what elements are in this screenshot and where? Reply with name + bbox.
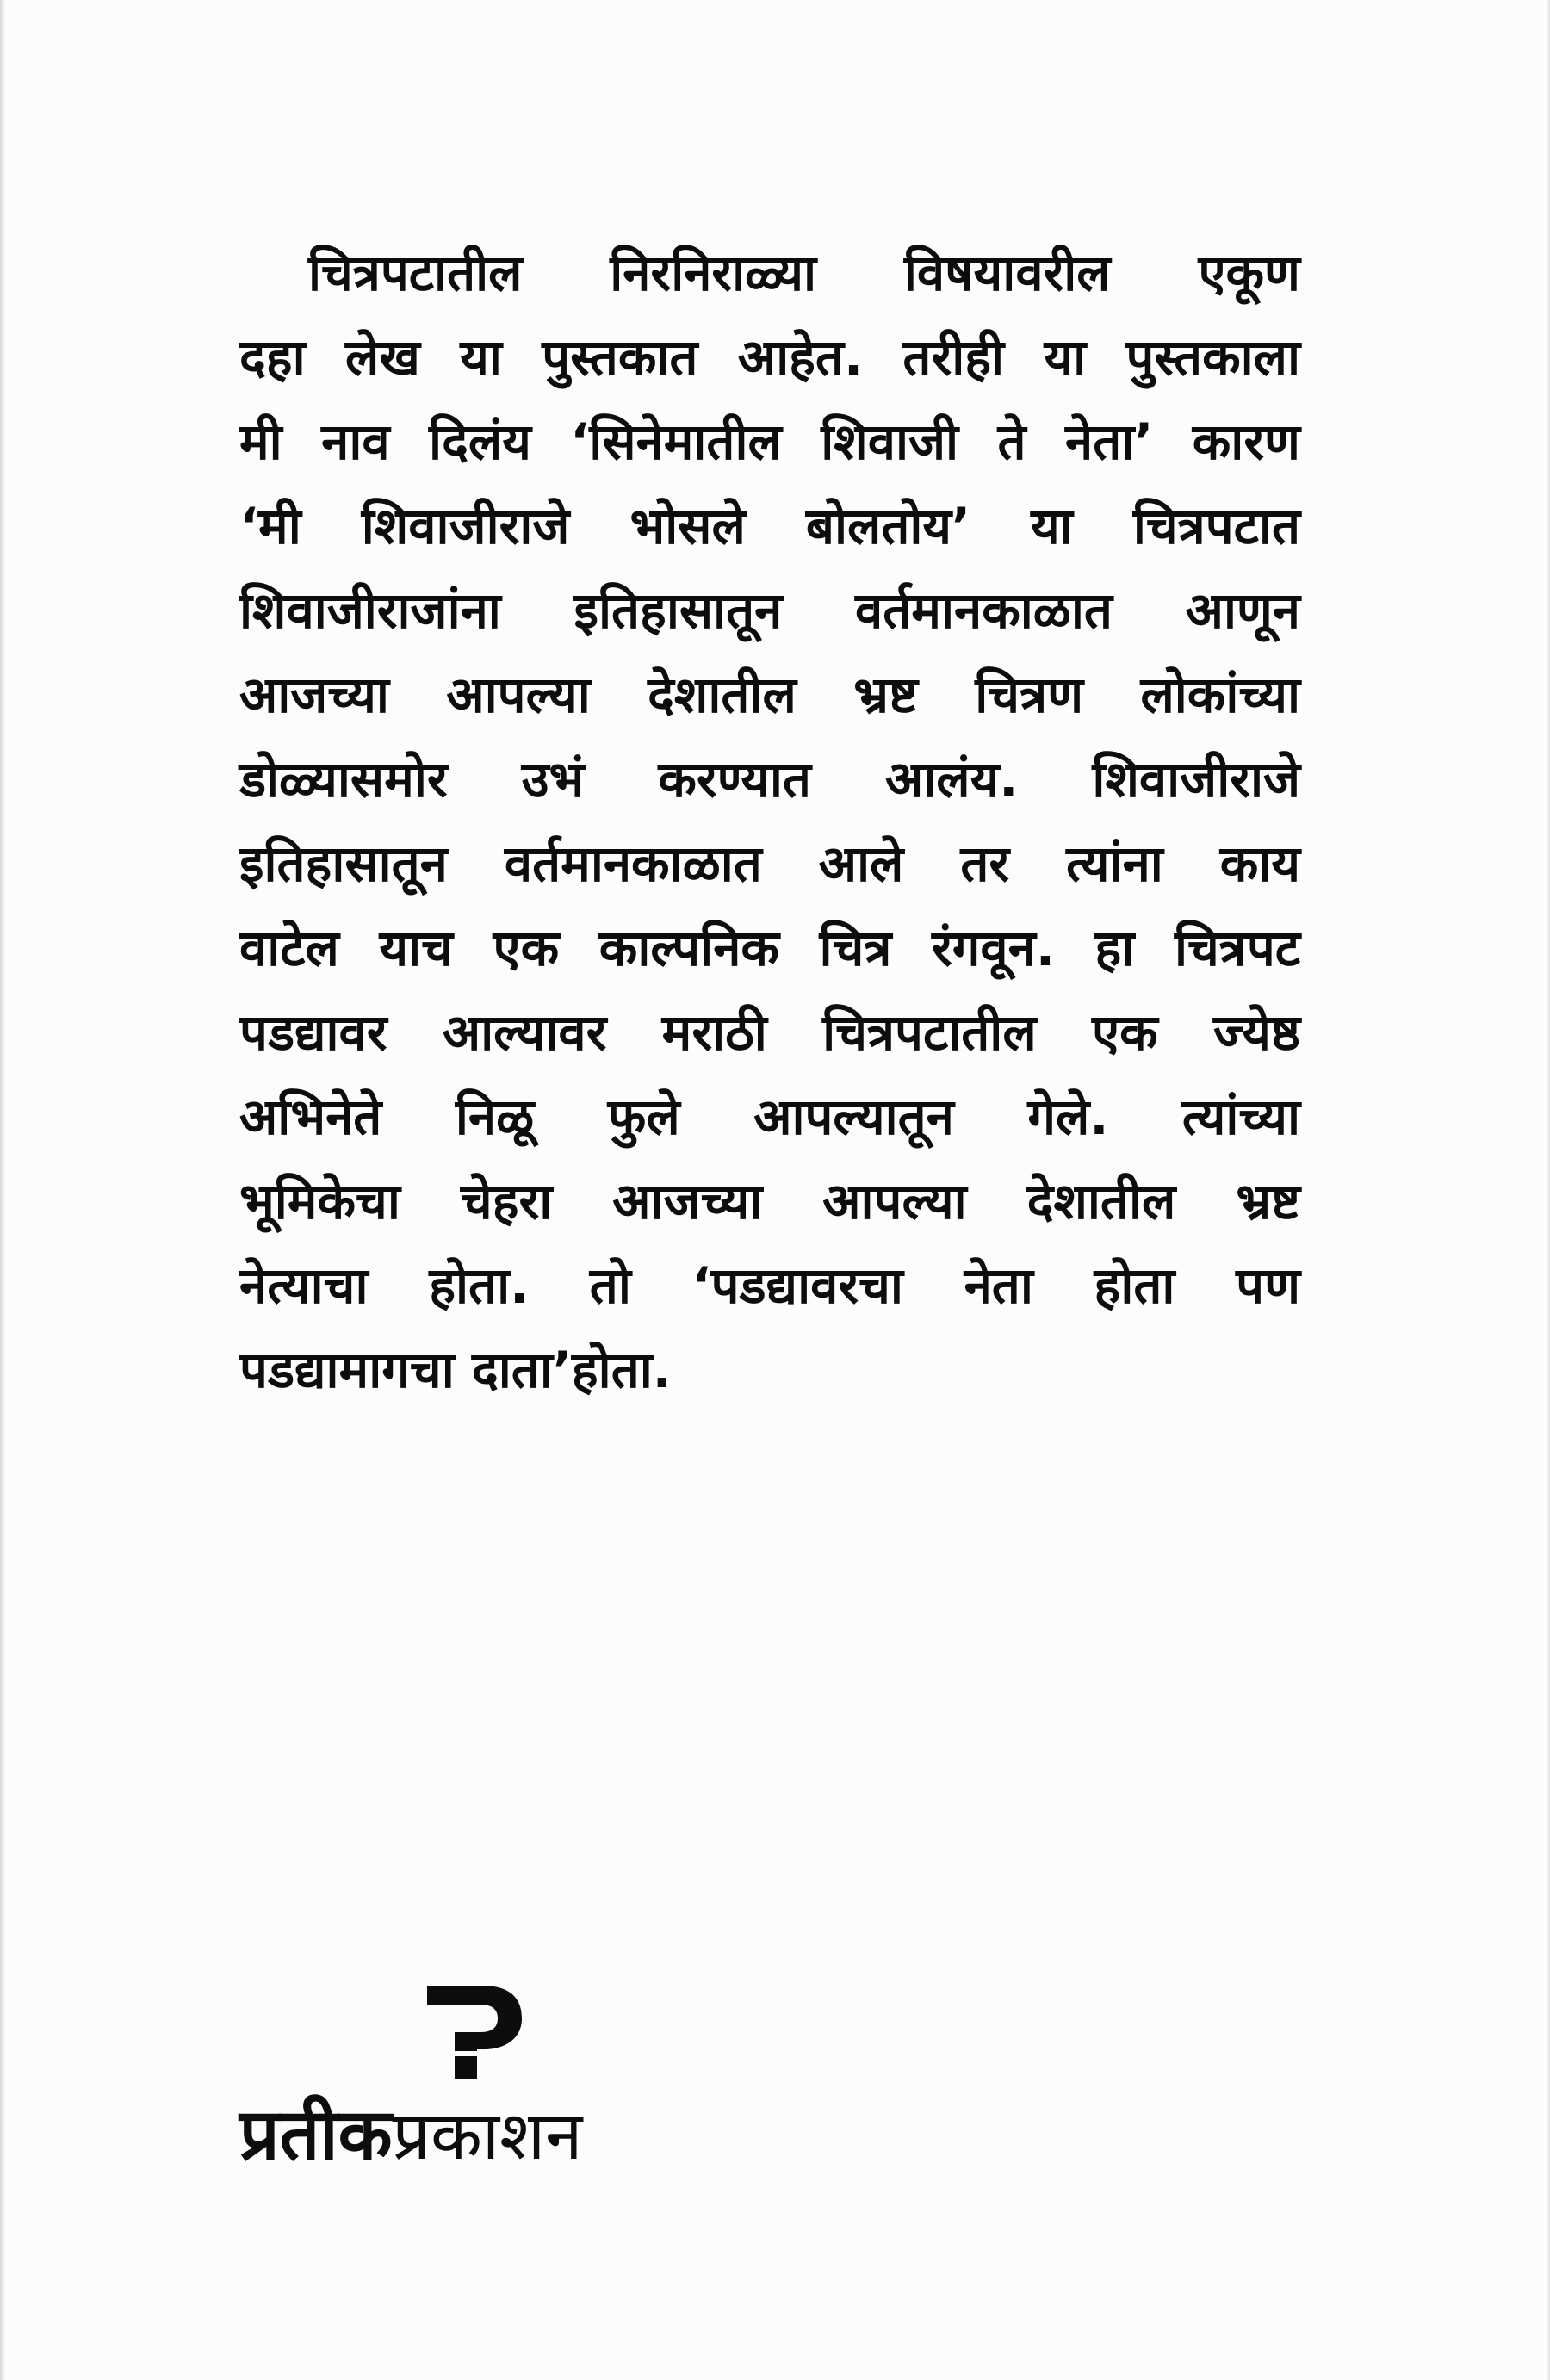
blurb-line: इतिहासातून वर्तमानकाळात आले तर त्यांना काय — [239, 834, 1300, 893]
publisher-name-light: प्रकाशन — [392, 2098, 583, 2175]
scan-edge-left — [0, 0, 5, 2380]
blurb-line: दहा लेख या पुस्तकात आहेत. तरीही या पुस्तकाला — [239, 328, 1300, 387]
blurb-line: भूमिकेचा चेहरा आजच्या आपल्या देशातील भ्रष्ट — [239, 1172, 1300, 1230]
blurb-line: अभिनेते निळू फुले आपल्यातून गेले. त्यांच्या — [239, 1088, 1300, 1146]
blurb-line: ‘मी शिवाजीराजे भोसले बोलतोय’ या चित्रपटात — [239, 497, 1300, 555]
publisher-name — [239, 2084, 582, 2180]
publisher-name-bold: प्रतीक — [239, 2094, 393, 2176]
publisher-imprint — [239, 1980, 722, 2187]
blurb-text — [239, 231, 1300, 1412]
publisher-logo-icon — [420, 1980, 524, 2084]
blurb-line: मी नाव दिलंय ‘सिनेमातील शिवाजी ते नेता’ कारण — [239, 412, 1300, 471]
blurb-line: पडद्यामागचा दाता’होता. — [239, 1341, 672, 1399]
scan-edge-right — [1547, 0, 1550, 2380]
blurb-line: शिवाजीराजांना इतिहासातून वर्तमानकाळात आणून — [239, 581, 1300, 640]
blurb-line: चित्रपटातील निरनिराळ्या विषयावरील एकूण — [308, 244, 1300, 302]
blurb-line: नेत्याचा होता. तो ‘पडद्यावरचा नेता होता पण — [239, 1256, 1300, 1315]
blurb-line: डोळ्यासमोर उभं करण्यात आलंय. शिवाजीराजे — [239, 750, 1300, 809]
blurb-line: आजच्या आपल्या देशातील भ्रष्ट चित्रण लोकांच्या — [239, 666, 1300, 724]
blurb-line: पडद्यावर आल्यावर मराठी चित्रपटातील एक ज्येष्ठ — [239, 1003, 1300, 1062]
blurb-line: वाटेल याच एक काल्पनिक चित्र रंगवून. हा चित्रपट — [239, 919, 1300, 977]
